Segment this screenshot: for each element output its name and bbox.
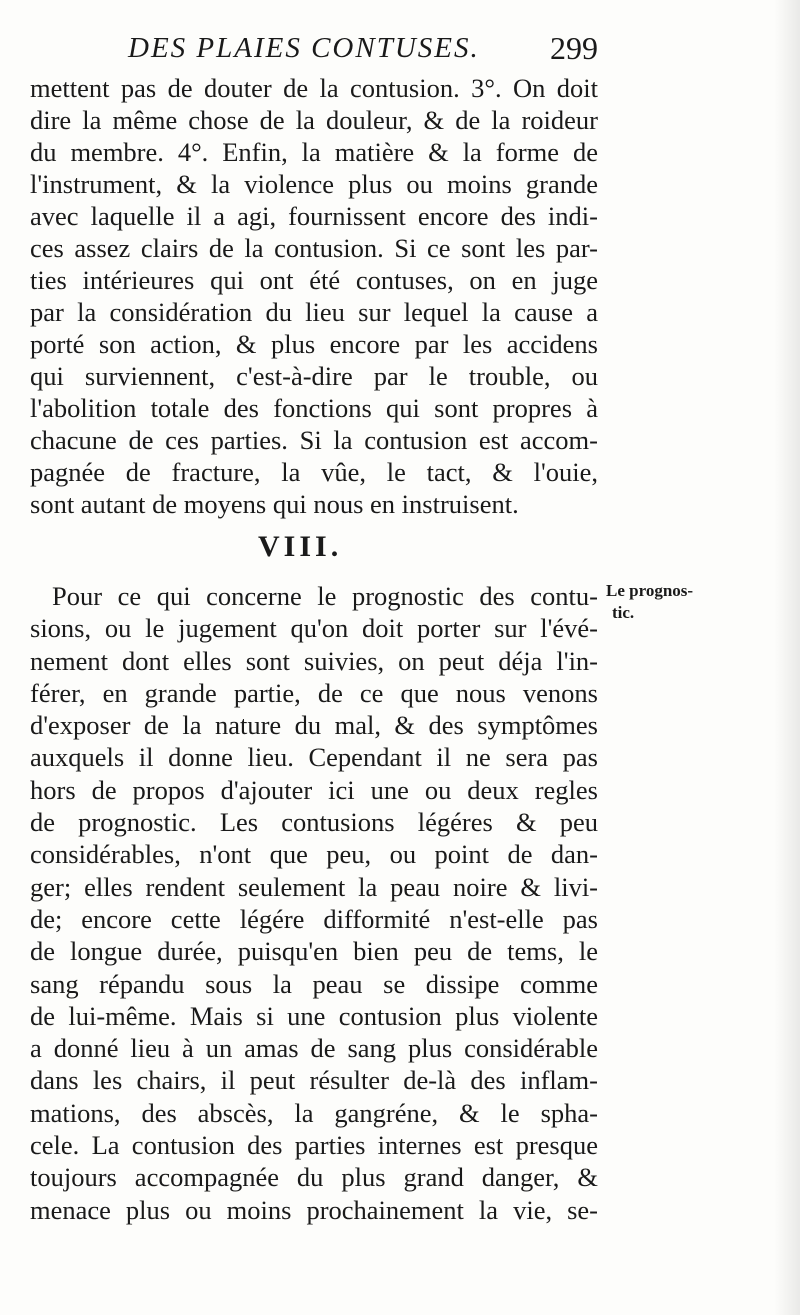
text-line: sions, ou le jugement qu'on doit porter sur l'évé-: [30, 613, 598, 644]
text-line: auxquels il donne lieu. Cependant il ne sera pas: [30, 742, 598, 773]
text-line: sont autant de moyens qui nous en instruisent.: [30, 489, 519, 519]
text-line: considérables, n'ont que peu, ou point de dan-: [30, 839, 598, 870]
margin-note-line: tic.: [612, 603, 635, 622]
text-line: porté son action, & plus encore par les accidens: [30, 329, 598, 359]
margin-note-line: Le prognos-: [606, 581, 694, 600]
text-line: ties intérieures qui ont été contuses, on en juge: [30, 265, 598, 295]
text-line: par la considération du lieu sur lequel la cause a: [30, 297, 598, 327]
page-spine-shadow: [774, 0, 800, 1315]
paragraph-1: [30, 72, 598, 520]
text-line: ger; elles rendent seulement la peau noire & livi-: [30, 871, 598, 902]
text-line: d'exposer de la nature du mal, & des symptômes: [30, 710, 598, 741]
margin-note: [606, 580, 726, 624]
text-line: cele. La contusion des parties internes est presque: [30, 1130, 598, 1161]
page-header: [128, 30, 598, 76]
text-line: qui surviennent, c'est-à-dire par le trouble, ou: [30, 361, 598, 391]
text-line: Pour ce qui concerne le prognostic des contu-: [52, 581, 598, 611]
text-line: de lui-même. Mais si une contusion plus violente: [30, 1000, 598, 1031]
text-line: l'instrument, & la violence plus ou moins grande: [30, 169, 598, 199]
text-line: de prognostic. Les contusions légéres & peu: [30, 807, 598, 838]
text-line: nement dont elles sont suivies, on peut déja l'in-: [30, 645, 598, 676]
text-line: a donné lieu à un amas de sang plus considérable: [30, 1033, 598, 1064]
text-line: hors de propos d'ajouter ici une ou deux regles: [30, 774, 598, 805]
text-line: l'abolition totale des fonctions qui sont propres à: [30, 393, 598, 423]
text-line: de; encore cette légére difformité n'est-elle pas: [30, 903, 598, 934]
text-line: chacune de ces parties. Si la contusion est accom-: [30, 425, 598, 455]
text-line: ces assez clairs de la contusion. Si ce sont les par-: [30, 233, 598, 263]
paragraph-2: [30, 580, 598, 1226]
section-heading: VIII.: [258, 530, 343, 563]
text-line: mettent pas de douter de la contusion. 3°. On doit: [30, 73, 598, 103]
text-line: dans les chairs, il peut résulter de-là des inflam-: [30, 1065, 598, 1096]
text-line: dire la même chose de la douleur, & de la roideur: [30, 105, 598, 135]
text-line: avec laquelle il a agi, fournissent encore des indi-: [30, 201, 598, 231]
text-line: férer, en grande partie, de ce que nous venons: [30, 677, 598, 708]
text-line: mations, des abscès, la gangréne, & le spha-: [30, 1097, 598, 1128]
text-line: de longue durée, puisqu'en bien peu de tems, le: [30, 936, 598, 967]
text-line: menace plus ou moins prochainement la vie, se-: [30, 1194, 598, 1225]
page-number: 299: [550, 30, 598, 66]
text-line: sang répandu sous la peau se dissipe comme: [30, 968, 598, 999]
text-line: toujours accompagnée du plus grand danger, &: [30, 1162, 598, 1193]
text-line: du membre. 4°. Enfin, la matière & la forme de: [30, 137, 598, 167]
text-line: pagnée de fracture, la vûe, le tact, & l'ouie,: [30, 457, 598, 487]
running-head: DES PLAIES CONTUSES.: [128, 32, 480, 64]
